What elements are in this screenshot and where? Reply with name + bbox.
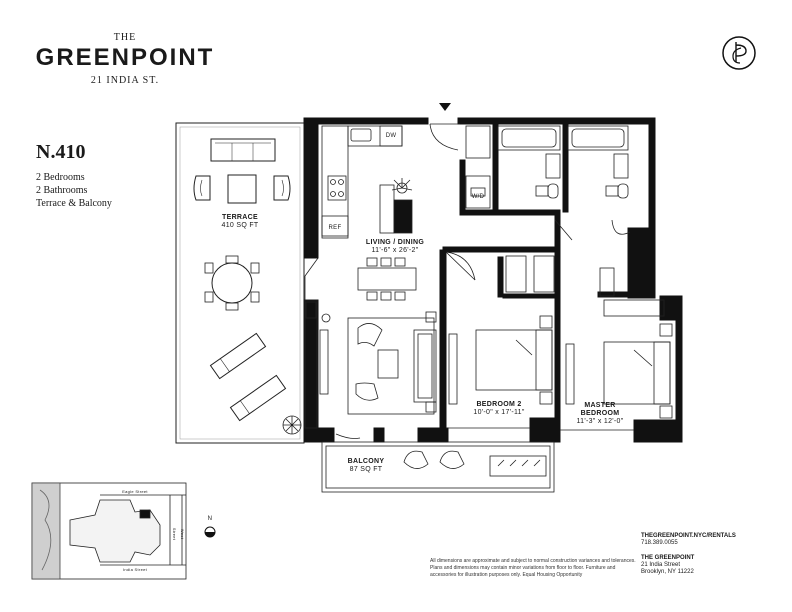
room-bedroom2-name: BEDROOM 2: [476, 401, 522, 408]
room-master-name2: BEDROOM: [580, 410, 620, 417]
unit-title: N.410: [36, 141, 86, 163]
room-balcony: [326, 458, 406, 474]
entry-arrow-icon: [439, 103, 451, 111]
unit-bedrooms: 2 Bedrooms: [36, 172, 85, 183]
brand-address: 21 INDIA ST.: [90, 75, 160, 86]
north-arrow-icon: [205, 527, 215, 537]
room-master: [560, 402, 640, 426]
contact-address-block: [641, 555, 781, 576]
contact-name: THE GREENPOINT: [641, 555, 695, 561]
north-label: N: [207, 516, 213, 522]
contact-phone: 718.389.0055: [641, 540, 678, 546]
room-living-size: 11'-6" x 26'-2": [371, 247, 419, 254]
room-terrace: [200, 214, 280, 230]
contact-block: [641, 533, 781, 547]
room-balcony-name: BALCONY: [347, 458, 385, 465]
keyplan-street-top: Eagle Street: [122, 489, 148, 494]
room-balcony-size: 87 SQ FT: [349, 466, 383, 473]
plant-icon: [283, 416, 301, 434]
room-master-size: 11'-3" x 12'-0": [576, 418, 624, 425]
washer-dryer-label: W/D: [471, 194, 485, 200]
brand-name: GREENPOINT: [35, 44, 215, 71]
room-bedroom2: [454, 401, 544, 417]
room-bedroom2-size: 10'-0" x 17'-11": [473, 409, 525, 416]
contact-street: 21 India Street: [641, 562, 681, 568]
keyplan-map: [32, 483, 186, 579]
keyplan-street-side: West Street: [172, 527, 185, 541]
logo-icon: [723, 37, 755, 69]
brand-the: THE: [113, 32, 137, 43]
disclaimer: All dimensions are approximate and subject to normal construction variances and tolerances. Plans and dimensions may contain minor variations from floor to floor. Furniture and accessories for illustration purposes only. Equal Housing Opportunity: [430, 558, 636, 578]
room-living-name: LIVING / DINING: [365, 239, 425, 246]
room-master-name1: MASTER: [584, 402, 616, 409]
keyplan-street-bottom: India Street: [122, 567, 148, 572]
room-terrace-name: TERRACE: [222, 214, 258, 221]
refrigerator-label: REF: [328, 225, 342, 231]
contact-city: Brooklyn, NY 11222: [641, 569, 694, 575]
dishwasher-label: DW: [385, 133, 397, 139]
contact-website[interactable]: THEGREENPOINT.NYC/RENTALS: [641, 533, 736, 539]
unit-bathrooms: 2 Bathrooms: [36, 185, 88, 196]
room-living: [350, 239, 440, 255]
room-terrace-size: 410 SQ FT: [221, 222, 259, 229]
unit-extras: Terrace & Balcony: [36, 198, 112, 209]
